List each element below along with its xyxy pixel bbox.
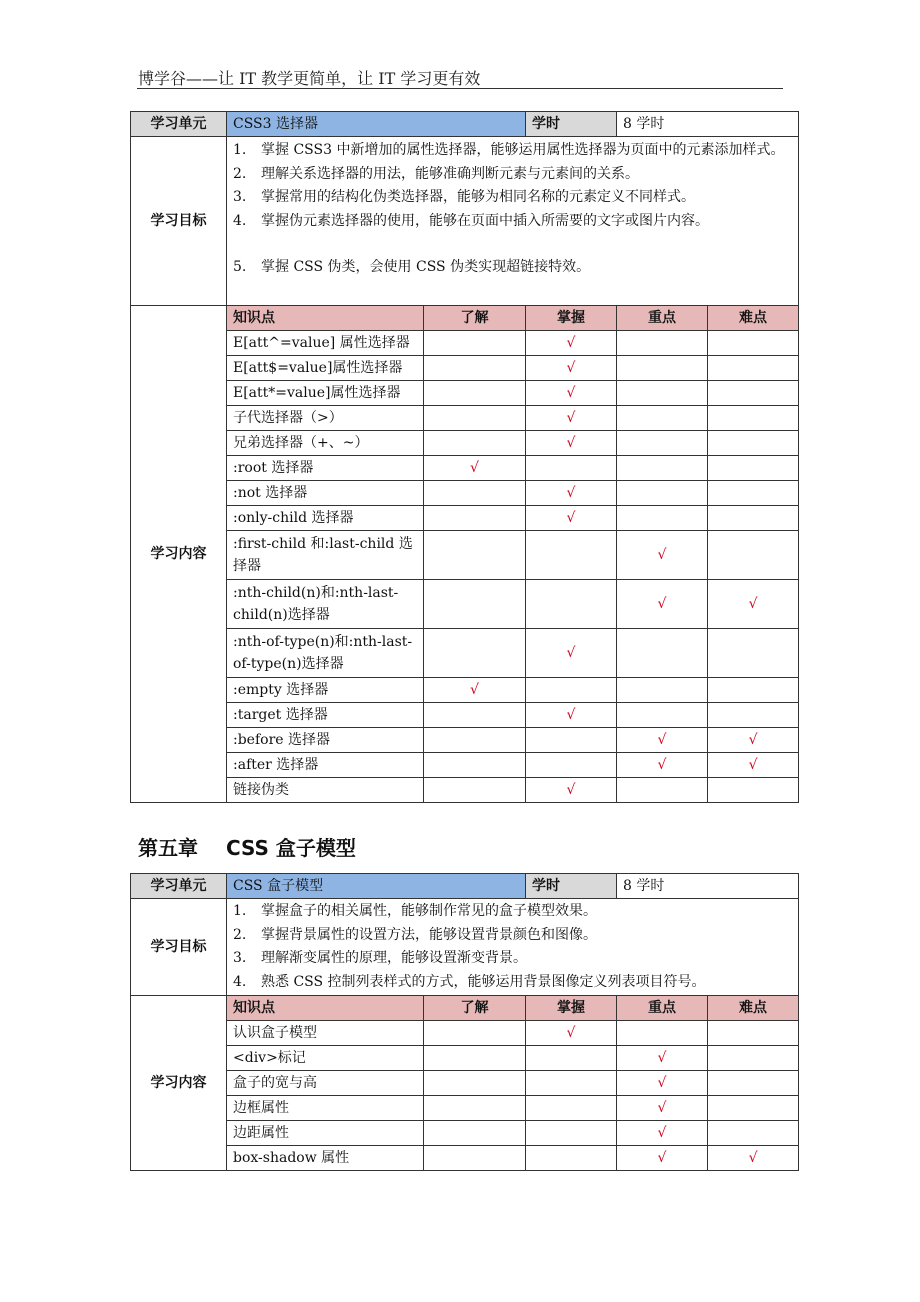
mark-cell — [617, 629, 708, 678]
check-mark-icon: √ — [566, 782, 576, 798]
mark-cell — [424, 506, 526, 531]
goal-item: 2. 掌握背景属性的设置方法，能够设置背景颜色和图像。 — [233, 926, 597, 943]
mark-cell — [708, 481, 799, 506]
mark-cell — [617, 456, 708, 481]
mark-cell — [424, 456, 526, 481]
check-mark-icon: √ — [566, 360, 576, 376]
mark-cell — [708, 381, 799, 406]
topic-cell: 子代选择器（>） — [227, 406, 424, 431]
check-mark-icon: √ — [566, 335, 576, 351]
mark-cell — [617, 1021, 708, 1046]
mark-cell — [424, 481, 526, 506]
chapter-name: CSS 盒子模型 — [226, 836, 356, 860]
check-mark-icon: √ — [657, 757, 667, 773]
topic-cell: :empty 选择器 — [227, 678, 424, 703]
mark-cell — [617, 1046, 708, 1071]
mark-cell — [424, 1071, 526, 1096]
topic-cell: 兄弟选择器（+、~） — [227, 431, 424, 456]
topic-cell: box-shadow 属性 — [227, 1146, 424, 1171]
goals-list — [233, 900, 792, 994]
mark-cell — [526, 1021, 617, 1046]
topic-cell: E[att^=value] 属性选择器 — [227, 331, 424, 356]
mark-cell — [708, 1021, 799, 1046]
mark-cell — [526, 431, 617, 456]
mark-cell — [708, 678, 799, 703]
table-row — [131, 1071, 799, 1096]
mark-cell — [526, 728, 617, 753]
table-row — [131, 431, 799, 456]
mark-cell — [424, 356, 526, 381]
goals-cell — [227, 137, 799, 306]
table-row — [131, 629, 799, 678]
unit-table-1 — [130, 111, 799, 803]
mark-cell — [708, 356, 799, 381]
mark-cell — [617, 753, 708, 778]
mark-cell — [424, 580, 526, 629]
unit-label: 学习单元 — [131, 112, 227, 137]
check-mark-icon: √ — [657, 596, 667, 612]
check-mark-icon: √ — [657, 1075, 667, 1091]
mark-cell — [526, 506, 617, 531]
mark-cell — [617, 580, 708, 629]
mark-cell — [424, 629, 526, 678]
table-row — [131, 456, 799, 481]
mark-cell — [617, 506, 708, 531]
chapter-number: 第五章 — [138, 836, 198, 860]
mark-cell — [617, 728, 708, 753]
unit-hours: 8 学时 — [617, 874, 799, 899]
goal-item: 3. 理解渐变属性的原理，能够设置渐变背景。 — [233, 950, 527, 966]
mark-cell — [526, 406, 617, 431]
check-mark-icon: √ — [566, 385, 576, 401]
check-mark-icon: √ — [748, 596, 758, 612]
header-rule — [137, 88, 783, 89]
hours-label: 学时 — [526, 874, 617, 899]
hours-label: 学时 — [526, 112, 617, 137]
check-mark-icon: √ — [566, 485, 576, 501]
mark-cell — [526, 703, 617, 728]
mark-cell — [708, 629, 799, 678]
mark-cell — [526, 1046, 617, 1071]
goals-label: 学习目标 — [131, 137, 227, 306]
check-mark-icon: √ — [470, 682, 479, 698]
check-mark-icon: √ — [566, 435, 576, 451]
goals-label: 学习目标 — [131, 899, 227, 996]
column-header: 知识点 — [227, 996, 424, 1021]
column-header: 难点 — [708, 996, 799, 1021]
check-mark-icon: √ — [657, 732, 667, 748]
goal-item: 2. 理解关系选择器的用法，能够准确判断元素与元素间的关系。 — [233, 165, 639, 182]
check-mark-icon: √ — [657, 1150, 667, 1166]
mark-cell — [424, 531, 526, 580]
mark-cell — [617, 778, 708, 803]
goal-item: 1. 掌握盒子的相关属性，能够制作常见的盒子模型效果。 — [233, 903, 597, 919]
check-mark-icon: √ — [657, 1050, 667, 1066]
mark-cell — [424, 1146, 526, 1171]
goals-list — [233, 139, 792, 280]
mark-cell — [526, 356, 617, 381]
check-mark-icon: √ — [748, 1150, 758, 1166]
mark-cell — [708, 703, 799, 728]
mark-cell — [708, 506, 799, 531]
check-mark-icon: √ — [470, 460, 479, 476]
mark-cell — [424, 728, 526, 753]
check-mark-icon: √ — [566, 410, 576, 426]
mark-cell — [708, 1146, 799, 1171]
page-header: 博学谷——让 IT 教学更简单，让 IT 学习更有效 — [138, 69, 481, 88]
column-header: 重点 — [617, 306, 708, 331]
goal-item: 3. 掌握常用的结构化伪类选择器，能够为相同名称的元素定义不同样式。 — [233, 189, 695, 205]
column-header: 知识点 — [227, 306, 424, 331]
check-mark-icon: √ — [566, 1025, 576, 1041]
column-header: 掌握 — [526, 996, 617, 1021]
mark-cell — [526, 778, 617, 803]
mark-cell — [617, 431, 708, 456]
mark-cell — [708, 778, 799, 803]
mark-cell — [424, 381, 526, 406]
topic-cell: 盒子的宽与高 — [227, 1071, 424, 1096]
topic-cell: 边框属性 — [227, 1096, 424, 1121]
table-row — [131, 728, 799, 753]
topic-cell: <div>标记 — [227, 1046, 424, 1071]
mark-cell — [617, 703, 708, 728]
table-row — [131, 406, 799, 431]
unit-name: CSS 盒子模型 — [227, 874, 526, 899]
table-row — [131, 331, 799, 356]
chapter-title — [138, 832, 356, 861]
column-header: 难点 — [708, 306, 799, 331]
topic-cell: 边距属性 — [227, 1121, 424, 1146]
mark-cell — [424, 778, 526, 803]
check-mark-icon: √ — [657, 547, 667, 563]
mark-cell — [526, 753, 617, 778]
table-row — [131, 356, 799, 381]
mark-cell — [708, 1046, 799, 1071]
table-row — [131, 580, 799, 629]
mark-cell — [424, 331, 526, 356]
mark-cell — [617, 356, 708, 381]
unit-table-2 — [130, 873, 799, 1171]
check-mark-icon: √ — [566, 510, 576, 526]
goal-item: 4. 掌握伪元素选择器的使用，能够在页面中插入所需要的文字或图片内容。 — [233, 212, 709, 229]
table-row — [131, 778, 799, 803]
check-mark-icon: √ — [566, 707, 576, 723]
unit-label: 学习单元 — [131, 874, 227, 899]
mark-cell — [424, 406, 526, 431]
mark-cell — [617, 406, 708, 431]
table-row — [131, 1046, 799, 1071]
goal-item: 5. 掌握 CSS 伪类，会使用 CSS 伪类实现超链接特效。 — [233, 259, 591, 275]
mark-cell — [526, 456, 617, 481]
topic-cell: E[att$=value]属性选择器 — [227, 356, 424, 381]
table-row — [131, 1096, 799, 1121]
mark-cell — [708, 1071, 799, 1096]
mark-cell — [526, 1071, 617, 1096]
column-header: 掌握 — [526, 306, 617, 331]
check-mark-icon: √ — [657, 1125, 667, 1141]
topic-cell: :only-child 选择器 — [227, 506, 424, 531]
mark-cell — [708, 456, 799, 481]
column-header: 重点 — [617, 996, 708, 1021]
mark-cell — [424, 703, 526, 728]
unit-name: CSS3 选择器 — [227, 112, 526, 137]
mark-cell — [617, 531, 708, 580]
table-row — [131, 531, 799, 580]
mark-cell — [526, 678, 617, 703]
unit-hours: 8 学时 — [617, 112, 799, 137]
table-row — [131, 1021, 799, 1046]
mark-cell — [526, 331, 617, 356]
topic-cell: :first-child 和:last-child 选择器 — [227, 531, 424, 580]
table-row — [131, 506, 799, 531]
goals-cell — [227, 899, 799, 996]
mark-cell — [526, 531, 617, 580]
mark-cell — [708, 728, 799, 753]
mark-cell — [424, 1096, 526, 1121]
column-header: 了解 — [424, 306, 526, 331]
mark-cell — [708, 1096, 799, 1121]
goal-item: 1. 掌握 CSS3 中新增加的属性选择器，能够运用属性选择器为页面中的元素添加样式。 — [233, 142, 785, 158]
topic-cell: :not 选择器 — [227, 481, 424, 506]
mark-cell — [617, 678, 708, 703]
topic-cell: :before 选择器 — [227, 728, 424, 753]
mark-cell — [526, 629, 617, 678]
table-row — [131, 1121, 799, 1146]
mark-cell — [708, 580, 799, 629]
mark-cell — [617, 481, 708, 506]
table-row — [131, 481, 799, 506]
topic-cell: :nth-child(n)和:nth-last-child(n)选择器 — [227, 580, 424, 629]
topic-cell: E[att*=value]属性选择器 — [227, 381, 424, 406]
mark-cell — [526, 481, 617, 506]
mark-cell — [424, 1046, 526, 1071]
mark-cell — [424, 1021, 526, 1046]
mark-cell — [708, 431, 799, 456]
mark-cell — [617, 1071, 708, 1096]
topic-cell: :nth-of-type(n)和:nth-last-of-type(n)选择器 — [227, 629, 424, 678]
mark-cell — [708, 753, 799, 778]
table-row — [131, 381, 799, 406]
mark-cell — [617, 381, 708, 406]
check-mark-icon: √ — [657, 1100, 667, 1116]
topic-cell: 链接伪类 — [227, 778, 424, 803]
mark-cell — [424, 1121, 526, 1146]
column-header: 了解 — [424, 996, 526, 1021]
mark-cell — [424, 678, 526, 703]
mark-cell — [708, 406, 799, 431]
table-row — [131, 678, 799, 703]
mark-cell — [617, 1146, 708, 1171]
goal-spacer — [233, 233, 792, 256]
content-label: 学习内容 — [131, 996, 227, 1171]
mark-cell — [617, 1096, 708, 1121]
table-row — [131, 703, 799, 728]
mark-cell — [424, 753, 526, 778]
mark-cell — [708, 531, 799, 580]
topic-cell: :root 选择器 — [227, 456, 424, 481]
goal-item: 4. 熟悉 CSS 控制列表样式的方式，能够运用背景图像定义列表项目符号。 — [233, 973, 706, 990]
mark-cell — [526, 1121, 617, 1146]
mark-cell — [708, 331, 799, 356]
mark-cell — [526, 580, 617, 629]
mark-cell — [617, 331, 708, 356]
table-row — [131, 1146, 799, 1171]
topic-cell: 认识盒子模型 — [227, 1021, 424, 1046]
mark-cell — [708, 1121, 799, 1146]
mark-cell — [526, 1096, 617, 1121]
topic-cell: :after 选择器 — [227, 753, 424, 778]
topic-cell: :target 选择器 — [227, 703, 424, 728]
check-mark-icon: √ — [748, 757, 758, 773]
mark-cell — [526, 381, 617, 406]
check-mark-icon: √ — [566, 645, 576, 661]
mark-cell — [526, 1146, 617, 1171]
mark-cell — [424, 431, 526, 456]
check-mark-icon: √ — [748, 732, 758, 748]
content-label: 学习内容 — [131, 306, 227, 803]
table-row — [131, 753, 799, 778]
mark-cell — [617, 1121, 708, 1146]
